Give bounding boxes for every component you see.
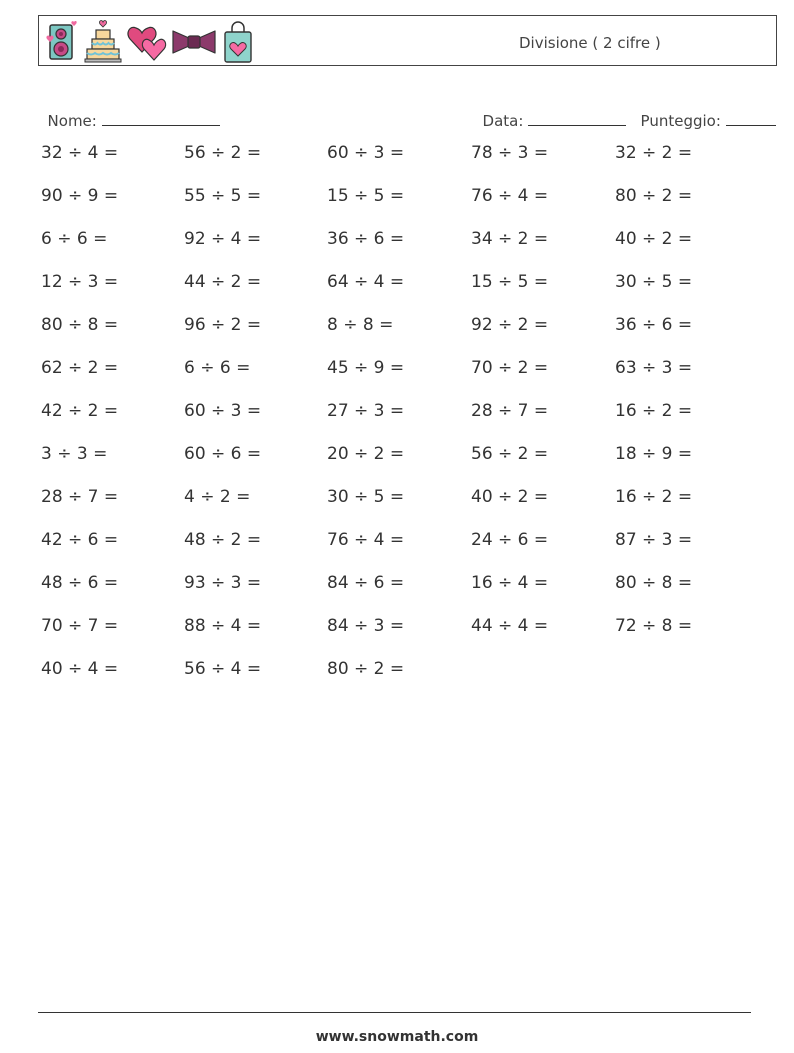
division-problem: 44 ÷ 4 =	[471, 616, 549, 636]
division-problem: 15 ÷ 5 =	[471, 272, 549, 292]
division-problem: 60 ÷ 3 =	[184, 401, 262, 421]
division-problem: 28 ÷ 7 =	[41, 487, 119, 507]
footer-url: www.snowmath.com	[315, 1029, 479, 1045]
division-problem: 70 ÷ 7 =	[41, 616, 119, 636]
footer-divider	[38, 1012, 751, 1013]
division-problem: 84 ÷ 3 =	[327, 616, 405, 636]
division-problem: 62 ÷ 2 =	[41, 358, 119, 378]
division-problem: 88 ÷ 4 =	[184, 616, 262, 636]
division-problem: 76 ÷ 4 =	[327, 530, 405, 550]
division-problem: 45 ÷ 9 =	[327, 358, 405, 378]
division-problem: 40 ÷ 2 =	[615, 229, 693, 249]
division-problem: 64 ÷ 4 =	[327, 272, 405, 292]
division-problem: 24 ÷ 6 =	[471, 530, 549, 550]
score-label: Punteggio:	[640, 112, 721, 130]
division-problem: 92 ÷ 2 =	[471, 315, 549, 335]
division-problem: 4 ÷ 2 =	[184, 487, 251, 507]
header-icons	[44, 19, 256, 65]
name-label: Nome:	[47, 112, 97, 130]
heart-bag-icon	[220, 20, 256, 64]
division-problem: 12 ÷ 3 =	[41, 272, 119, 292]
division-problem: 60 ÷ 3 =	[327, 143, 405, 163]
division-problem: 60 ÷ 6 =	[184, 444, 262, 464]
division-problem: 96 ÷ 2 =	[184, 315, 262, 335]
division-problem: 18 ÷ 9 =	[615, 444, 693, 464]
name-blank-line	[102, 111, 220, 126]
division-problem: 56 ÷ 2 =	[471, 444, 549, 464]
division-problem: 27 ÷ 3 =	[327, 401, 405, 421]
division-problem: 6 ÷ 6 =	[184, 358, 251, 378]
division-problem: 56 ÷ 4 =	[184, 659, 262, 679]
division-problem: 72 ÷ 8 =	[615, 616, 693, 636]
division-problem: 80 ÷ 8 =	[615, 573, 693, 593]
division-problem: 28 ÷ 7 =	[471, 401, 549, 421]
name-field	[38, 93, 220, 130]
division-problem: 32 ÷ 4 =	[41, 143, 119, 163]
division-problem: 30 ÷ 5 =	[327, 487, 405, 507]
division-problem: 70 ÷ 2 =	[471, 358, 549, 378]
date-field	[473, 93, 626, 130]
division-problem: 3 ÷ 3 =	[41, 444, 108, 464]
division-problem: 6 ÷ 6 =	[41, 229, 108, 249]
division-problem: 84 ÷ 6 =	[327, 573, 405, 593]
division-problem: 36 ÷ 6 =	[615, 315, 693, 335]
division-problem: 76 ÷ 4 =	[471, 186, 549, 206]
division-problem: 93 ÷ 3 =	[184, 573, 262, 593]
division-problem: 15 ÷ 5 =	[327, 186, 405, 206]
division-problem: 16 ÷ 2 =	[615, 487, 693, 507]
bow-tie-icon	[171, 27, 217, 57]
division-problem: 48 ÷ 6 =	[41, 573, 119, 593]
division-problem: 42 ÷ 2 =	[41, 401, 119, 421]
division-problem: 55 ÷ 5 =	[184, 186, 262, 206]
two-hearts-icon	[126, 22, 168, 62]
division-problem: 40 ÷ 4 =	[41, 659, 119, 679]
division-problem: 92 ÷ 4 =	[184, 229, 262, 249]
worksheet-header	[38, 15, 777, 66]
score-field	[631, 93, 776, 130]
division-problem: 56 ÷ 2 =	[184, 143, 262, 163]
date-blank-line	[528, 111, 626, 126]
division-problem: 20 ÷ 2 =	[327, 444, 405, 464]
division-problem: 8 ÷ 8 =	[327, 315, 394, 335]
division-problem: 40 ÷ 2 =	[471, 487, 549, 507]
speaker-icon	[44, 21, 80, 63]
division-problem: 44 ÷ 2 =	[184, 272, 262, 292]
division-problem: 36 ÷ 6 =	[327, 229, 405, 249]
division-problem: 42 ÷ 6 =	[41, 530, 119, 550]
date-label: Data:	[482, 112, 524, 130]
division-problem: 80 ÷ 8 =	[41, 315, 119, 335]
worksheet-title: Divisione ( 2 cifre )	[519, 34, 661, 52]
division-problem: 30 ÷ 5 =	[615, 272, 693, 292]
division-problem: 16 ÷ 2 =	[615, 401, 693, 421]
division-problem: 48 ÷ 2 =	[184, 530, 262, 550]
division-problem: 63 ÷ 3 =	[615, 358, 693, 378]
wedding-cake-icon	[83, 20, 123, 64]
division-problem: 90 ÷ 9 =	[41, 186, 119, 206]
division-problem: 80 ÷ 2 =	[615, 186, 693, 206]
division-problem: 80 ÷ 2 =	[327, 659, 405, 679]
division-problem: 87 ÷ 3 =	[615, 530, 693, 550]
division-problem: 16 ÷ 4 =	[471, 573, 549, 593]
division-problem: 34 ÷ 2 =	[471, 229, 549, 249]
division-problem: 32 ÷ 2 =	[615, 143, 693, 163]
division-problem: 78 ÷ 3 =	[471, 143, 549, 163]
score-blank-line	[726, 111, 776, 126]
